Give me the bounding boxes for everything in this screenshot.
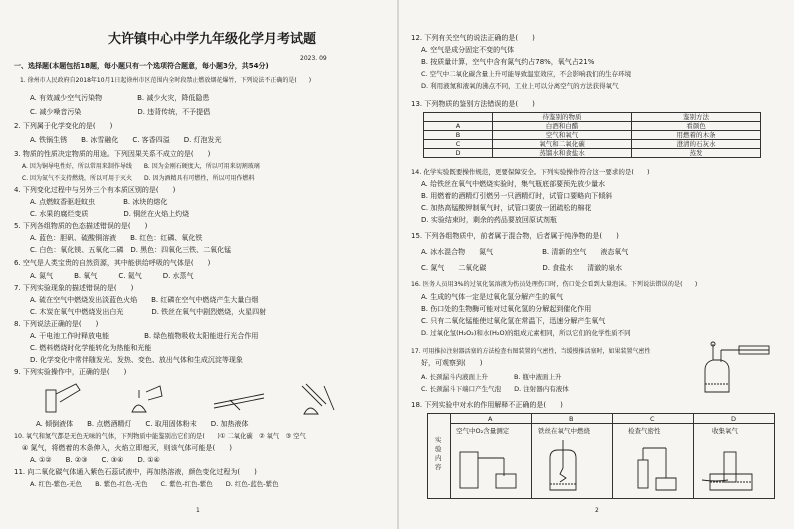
table-cell: 空气和氧气 [493,131,632,140]
question-13: 13. 下列物质的鉴别方法错误的是( ) [411,100,535,108]
q14-option-a: A. 给铁丝在氧气中燃烧实验时，集气瓶底部要预先放少量水 [421,180,606,188]
question-5: 5. 下列各组物质的色态描述错误的是( ) [14,222,148,230]
q18-row-label: 实验内容 [435,436,442,471]
q5-options-cd: C. 白色：氧化镁、五氧化二磷 D. 黑色：四氧化三铁、二氧化锰 [30,246,232,254]
table-cell: 氧气和二氧化碳 [493,140,632,149]
section-heading: 一、选择题(本题包括18题，每小题只有一个选项符合题意，每小题3分，共54分) [14,62,269,70]
table-cell: 用燃着的木条 [632,131,761,140]
question-9: 9. 下列实验操作中，正确的是( ) [14,368,127,376]
table-cell: B [424,131,493,140]
q16-option-a: A. 生成的气体一定是过氧化氢分解产生的氧气 [421,293,564,301]
question-16: 16. 医务人员用3%的过氧化氢溶液为伤员处理伤口时，伤口处会看到大量泡沫。下列说法错误的是( ) [411,281,698,288]
q18-col-letter: C [650,415,655,423]
question-4: 4. 下列变化过程中与另外三个有本质区别的是( ) [14,186,176,194]
q6-options: A. 氮气 B. 氧气 C. 氦气 D. 水蒸气 [30,272,194,280]
q15-options-ab: A. 冰水混合物 氮气 B. 清新的空气 液态氧气 [421,248,629,256]
table-row [424,140,761,149]
q14-option-d: D. 实验结束时，剩余的药品要放回原试剂瓶 [421,216,557,224]
pour-liquid-figure [46,384,80,412]
page-number-2: 2 [595,507,599,514]
q11-options: A. 红色-紫色-无色 B. 紫色-红色-无色 C. 紫色-红色-紫色 D. 红色-蓝色-紫色 [30,480,279,488]
q16-option-d: D. 过氧化氢(H₂O₂)和水(H₂O)的组成元素相同，所以它们的化学性质不同 [421,329,631,337]
q4-options-ab: A. 点燃蚊香驱赶蚊虫 B. 冰块的熔化 [30,198,168,206]
table-header-row [424,113,761,122]
table-cell: 鉴别方法 [632,113,761,122]
q18-apparatus-figures [452,438,774,496]
q18-caption-a: 空气中O₂含量测定 [456,427,510,435]
q18-col-letter: B [569,415,574,423]
table-cell: 澄清的石灰水 [632,140,761,149]
oxygen-content-figure [460,452,516,488]
heat-liquid-figure [302,384,334,414]
q1-options-cd: C. 减少噪音污染 D. 违背传统，不予提倡 [30,108,211,116]
powder-tube-figure [214,394,264,410]
iron-burning-figure [550,440,576,490]
question-17: 17. 可用推拉注射器活塞的方法检查右图装置的气密性，当缓慢推活塞时，如果装置气密性 [411,348,651,355]
table-cell: 蒸发 [632,149,761,158]
q17-apparatus-figure [699,340,779,396]
question-17-cont: 好，可观察到( ) [421,359,483,367]
exam-page-2 [399,0,794,529]
q18-col-letter: A [488,415,493,423]
question-6: 6. 空气是人类宝贵的自然资源，其中能供给呼吸的气体是( ) [14,259,211,267]
q18-caption-d: 收集氧气 [712,427,738,435]
question-10: 10. 氧气和氮气都是无色无味的气体，下列物质中能鉴别出它们的是( )① 二氧化碳 ② 氧气 ③ 空气 [14,433,306,440]
table-cell: A [424,122,493,131]
table-cell: D [424,149,493,158]
table-cell: 看颜色 [632,122,761,131]
q3-options-cd: C. 因为氮气不支持燃烧，所以可用于灭火 D. 因为酒精具有可燃性，所以可用作燃料 [22,175,255,182]
exam-title: 大许镇中心中学九年级化学月考试题 [108,32,317,47]
question-18: 18. 下列实验中对水的作用解释不正确的是( ) [411,401,563,409]
table-cell: C [424,140,493,149]
q2-options: A. 铁锅生锈 B. 冰雪融化 C. 客香四溢 D. 灯泡发光 [30,136,222,144]
collect-oxygen-figure [702,452,752,490]
question-15: 15. 下列各组物质中，前者属于混合物，后者属于纯净物的是( ) [411,232,619,240]
q9-apparatus-figures [34,380,374,418]
q12-option-b: B. 按质量计算，空气中含有氮气约占78%，氧气占21% [421,58,595,66]
question-1: 1. 徐州市人民政府自2018年10月1日起徐州市区范围内全时段禁止燃放烟花爆竹，下列说法不正确的是( ) [20,77,312,84]
q4-options-cd: C. 水果的腐烂变质 D. 铜丝在火焰上灼烧 [30,210,190,218]
table-row [424,122,761,131]
table-row [424,149,761,158]
light-lamp-figure [132,386,162,412]
table-cell: 蒸馏水和食盐水 [493,149,632,158]
question-11: 11. 向二氧化碳气体通入紫色石蕊试液中，再加热溶液，颜色变化过程为( ) [14,468,257,476]
q18-col-letter: D [731,415,737,423]
q15-options-cd: C. 氮气 二氧化碳 D. 食盐水 清澈的泉水 [421,264,623,272]
q1-options-ab: A. 有效减少空气污染物 B. 减少火灾，降低隐患 [30,94,210,102]
table-cell: 白酒和白醋 [493,122,632,131]
q16-option-b: B. 伤口处的生物酶可能对过氧化氢的分解起到催化作用 [421,305,592,313]
table-cell: 待鉴别的物质 [493,113,632,122]
question-14: 14. 化学实验既要操作规范，更要保障安全。下列实验操作符合这一要求的是( ) [411,168,650,176]
q14-option-b: B. 用燃着的酒精灯引燃另一只酒精灯时，试管口要略向下倾斜 [421,192,613,200]
table-cell [424,113,493,122]
question-3: 3. 物质的性质决定物质的用途。下列因果关系不成立的是( ) [14,150,211,158]
question-12: 12. 下列有关空气的说法正确的是( ) [411,34,535,42]
q14-option-c: C. 加热高锰酸钾制氧气时，试管口要放一团疏松的棉花 [421,204,592,212]
q12-option-a: A. 空气是成分固定不变的气体 [421,46,515,54]
q12-option-d: D. 利用液氮和液氧的沸点不同，工业上可以分离空气的方法获得氧气 [421,82,619,90]
q5-options-ab: A. 蓝色：胆矾、硫酸铜溶液 B. 红色：红磷、氧化铁 [30,234,203,242]
q17-options-cd: C. 长颈漏斗下端口产生气泡 D. 注射器内有液体 [421,385,569,393]
q8-option-d: D. 化学变化中常伴随发光、发热、变色、放出气体和生成沉淀等现象 [30,356,243,364]
q7-options-ab: A. 硫在空气中燃烧发出淡蓝色火焰 B. 红磷在空气中燃烧产生大量白烟 [30,296,259,304]
question-8: 8. 下列说法正确的是( ) [14,320,99,328]
q18-row-label-cell [428,414,451,498]
q12-option-c: C. 空气中二氧化碳含量上升可能导致温室效应，不会影响我们的生存环境 [421,70,632,78]
q16-option-c: C. 只有二氧化锰能使过氧化氢在常温下，迅速分解产生氧气 [421,317,606,325]
q18-caption-c: 检查气密性 [628,427,661,435]
airtight-check-figure [638,448,676,490]
q13-table [423,112,761,158]
question-2: 2. 下列属于化学变化的是( ) [14,122,113,130]
q8-options-ab: A. 干电池工作时释放电能 B. 绿色植物吸收太阳能进行光合作用 [30,332,259,340]
q18-caption-b: 铁丝在氧气中燃烧 [538,427,590,435]
q17-options-ab: A. 长颈漏斗内液面上升 B. 瓶中液面上升 [421,373,562,381]
question-7: 7. 下列实验现象的描述错误的是( ) [14,284,134,292]
q9-options: A. 倾倒液体 B. 点燃酒精灯 C. 取用固体粉末 D. 加热液体 [36,420,249,428]
exam-date: 2023. 09 [300,55,327,62]
q3-options-ab: A. 因为铜导电性好，所以常用来制作导线 B. 因为金刚石硬度大，所以可用来切割玻璃 [22,163,260,170]
q7-options-cd: C. 木炭在氧气中燃烧发出白光 D. 铁丝在氧气中剧烈燃烧，火星四射 [30,308,267,316]
page-number-1: 1 [196,507,200,514]
q18-table [427,413,775,499]
question-10-cont: ④ 氮气，将燃着的木条伸入，火焰立即熄灭，则该气体可能是( ) [22,444,232,452]
q8-option-c: C. 燃料燃烧时化学能转化为热能和光能 [30,344,152,352]
table-row [424,131,761,140]
q10-options: A. ①② B. ②③ C. ③④ D. ①④ [30,456,160,464]
